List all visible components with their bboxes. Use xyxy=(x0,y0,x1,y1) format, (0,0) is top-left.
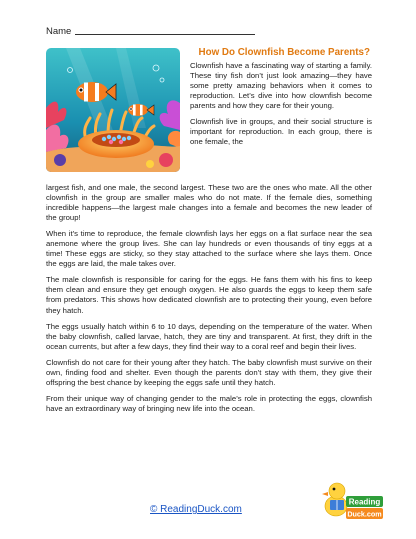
name-line[interactable] xyxy=(75,25,255,35)
logo-word-duck: Duck.com xyxy=(347,509,382,519)
paragraph: The eggs usually hatch within 6 to 10 days, depending on the temperature of the water. When the baby clownfish, called larvae, hatch, they are tiny and transparent. At first, they drift in the ocean currents, but after a few days, they find their way to a coral reef and begin their lives. xyxy=(46,321,372,351)
readingduck-logo xyxy=(322,474,384,526)
name-label: Name xyxy=(46,26,72,37)
clownfish-illustration xyxy=(46,48,180,172)
readingduck-link[interactable]: © ReadingDuck.com xyxy=(150,504,242,515)
full-text-column xyxy=(46,183,372,420)
paragraph: When it’s time to reproduce, the female clownfish lays her eggs on a flat surface near the sea anemone where the group lives. She can lay hundreds or even thousands of tiny eggs at a time! These eggs are sticky, so they stay attached to the surface where she lays them. Once the eggs are laid, the male takes over. xyxy=(46,229,372,269)
paragraph: Clownfish live in groups, and their social structure is important for reproduction. In each group, there is one female, the xyxy=(190,117,372,147)
paragraph: The male clownfish is responsible for caring for the eggs. He fans them with his fins to keep them clean and ensure they get enough oxygen. He also guards the eggs to keep them safe from predators. This shows how dedicated clownfish are to protecting their young, even before they hatch. xyxy=(46,275,372,315)
name-field[interactable] xyxy=(46,25,255,37)
paragraph: largest fish, and one male, the second largest. These two are the ones who mate. All the other clownfish in the group are smaller males who do not mate. If the female dies, something incredible happens—the largest male changes into a female and becomes the new leader of the group! xyxy=(46,183,372,223)
paragraph: Clownfish do not care for their young after they hatch. The baby clownfish must survive on their own, finding food and shelter. Even though the parents don’t stay with them, they give their offspring the best chance by keeping the eggs safe until they hatch. xyxy=(46,357,372,387)
logo-word-reading: Reading xyxy=(348,497,381,507)
paragraph: From their unique way of changing gender to the male’s role in protecting the eggs, clownfish have an extraordinary way of bringing new life into the ocean. xyxy=(46,393,372,413)
paragraph: Clownfish have a fascinating way of starting a family. These tiny fish don’t just look amazing—they have some pretty amazing behaviors when it comes to reproduction. Let’s dive into how clownfish become parents and how they care for their young. xyxy=(190,61,372,111)
wrap-text-column xyxy=(190,61,372,147)
article-title: How Do Clownfish Become Parents? xyxy=(198,47,370,58)
